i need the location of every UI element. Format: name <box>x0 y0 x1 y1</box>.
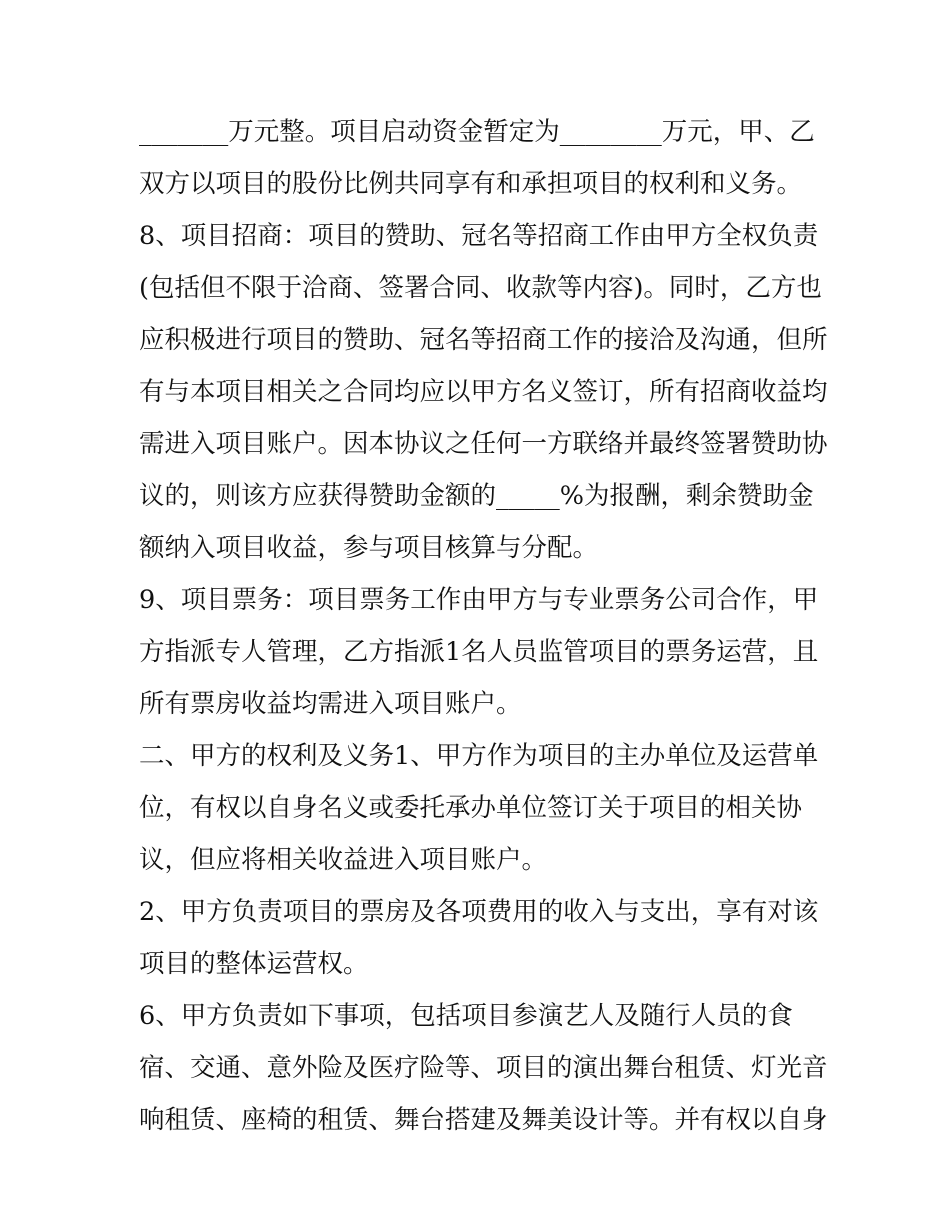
text-line: 应积极进行项目的赞助、冠名等招商工作的接洽及沟通，但所 <box>139 325 828 355</box>
text-line: 宿、交通、意外险及医疗险等、项目的演出舞台租赁、灯光音 <box>139 1053 828 1083</box>
text-line: 需进入项目账户。因本协议之任何一方联络并最终签署赞助协 <box>139 429 828 459</box>
text-line: 9、项目票务：项目票务工作由甲方与专业票务公司合作，甲 <box>139 585 819 615</box>
text-line: 6、甲方负责如下事项，包括项目参演艺人及随行人员的食 <box>139 1001 793 1031</box>
document-body <box>139 106 828 1146</box>
text-line: 所有票房收益均需进入项目账户。 <box>139 689 522 719</box>
text-line: 项目的整体运营权。 <box>139 949 369 979</box>
text-line: 2、甲方负责项目的票房及各项费用的收入与支出，享有对该 <box>139 897 819 927</box>
text-line: 议的，则该方应获得赞助金额的_____%为报酬，剩余赞助金 <box>139 481 814 511</box>
text-line: 有与本项目相关之合同均应以甲方名义签订，所有招商收益均 <box>139 377 828 407</box>
text-line: 二、甲方的权利及义务1、甲方作为项目的主办单位及运营单 <box>139 741 819 771</box>
text-line: (包括但不限于洽商、签署合同、收款等内容)。同时，乙方也 <box>139 273 822 303</box>
text-line: 8、项目招商：项目的赞助、冠名等招商工作由甲方全权负责 <box>139 221 819 251</box>
text-line: 额纳入项目收益，参与项目核算与分配。 <box>139 533 599 563</box>
text-line: 位，有权以自身名义或委托承办单位签订关于项目的相关协 <box>139 793 803 823</box>
text-line: 双方以项目的股份比例共同享有和承担项目的权利和义务。 <box>139 169 803 199</box>
text-line: 响租赁、座椅的租赁、舞台搭建及舞美设计等。并有权以自身 <box>139 1105 828 1135</box>
text-line: 方指派专人管理，乙方指派1名人员监管项目的票务运营，且 <box>139 637 819 667</box>
text-line: _______万元整。项目启动资金暂定为________万元，甲、乙 <box>139 117 815 147</box>
text-line: 议，但应将相关收益进入项目账户。 <box>139 845 548 875</box>
